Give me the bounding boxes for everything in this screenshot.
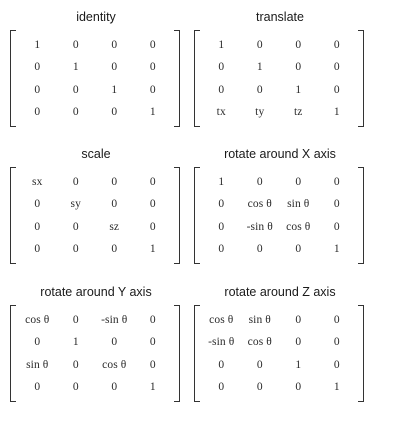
matrix-title: identity	[76, 10, 116, 24]
matrix-cell: 0	[218, 220, 225, 233]
matrix-grid	[202, 34, 356, 123]
matrix-cell: -sin θ	[208, 336, 235, 349]
matrix-cell: 0	[256, 358, 263, 371]
matrix-cell: 0	[34, 336, 41, 349]
matrix-panel	[7, 9, 185, 127]
matrix-cell: 0	[333, 39, 340, 52]
left-bracket	[10, 305, 16, 402]
matrix-cell: ty	[255, 105, 265, 118]
matrix-title: rotate around Y axis	[40, 285, 152, 299]
matrix-cell: 1	[218, 39, 225, 52]
matrix-cell: 1	[111, 83, 118, 96]
matrix-cell: 1	[295, 83, 302, 96]
matrix-cell: 0	[333, 220, 340, 233]
matrix-cell: 1	[333, 105, 340, 118]
matrix-cell: 0	[218, 380, 225, 393]
matrix	[194, 305, 364, 402]
matrix-cell: sin θ	[26, 358, 49, 371]
matrix-title: scale	[81, 147, 111, 161]
matrix-cell: 0	[34, 220, 41, 233]
matrix-panel	[191, 284, 369, 402]
matrix-cell: 0	[218, 61, 225, 74]
matrix-cell: 0	[72, 358, 79, 371]
matrix-cell: 0	[111, 39, 118, 52]
matrix-cell: 0	[111, 380, 118, 393]
matrix-cell: -sin θ	[246, 220, 273, 233]
matrix-cell: 0	[34, 105, 41, 118]
matrix-cell: cos θ	[247, 198, 272, 211]
matrix-cell: 0	[149, 198, 156, 211]
matrix-cell: 0	[149, 358, 156, 371]
matrix-cell: 0	[256, 242, 263, 255]
matrix	[194, 30, 364, 127]
matrix-cell: sz	[109, 220, 120, 233]
matrix-cell: sx	[32, 176, 43, 189]
matrix-cell: 0	[149, 176, 156, 189]
matrix-cell: tx	[216, 105, 226, 118]
matrix-grid	[202, 171, 356, 260]
matrix	[10, 167, 180, 264]
matrix-cell: 0	[72, 380, 79, 393]
matrix-title: rotate around Z axis	[224, 285, 336, 299]
matrix-cell: tz	[294, 105, 303, 118]
matrix-cell: 0	[34, 380, 41, 393]
matrix-grid	[202, 309, 356, 398]
matrix-cell: 0	[295, 380, 302, 393]
matrix-cell: 1	[333, 242, 340, 255]
matrix-cell: -sin θ	[101, 314, 128, 327]
matrix-cell: 0	[149, 314, 156, 327]
right-bracket	[174, 30, 180, 127]
matrix-panel	[191, 146, 369, 264]
matrix-cell: sin θ	[287, 198, 310, 211]
left-bracket	[194, 305, 200, 402]
matrix-cell: 0	[333, 176, 340, 189]
matrix-cell: 0	[218, 83, 225, 96]
matrix-cell: 0	[72, 242, 79, 255]
matrix-cell: 0	[218, 198, 225, 211]
matrix-cell: 1	[72, 61, 79, 74]
matrix-cell: 1	[149, 242, 156, 255]
matrix-cell: 0	[34, 83, 41, 96]
matrix-cell: 0	[149, 336, 156, 349]
matrix-cell: 0	[333, 83, 340, 96]
matrix-cell: cos θ	[25, 314, 50, 327]
matrix-cell: 0	[295, 336, 302, 349]
matrix-cell: 0	[295, 61, 302, 74]
left-bracket	[10, 167, 16, 264]
matrix-cell: 1	[218, 176, 225, 189]
right-bracket	[174, 167, 180, 264]
matrix-cell: 1	[295, 358, 302, 371]
matrix-cell: 0	[295, 242, 302, 255]
matrix-cell: 1	[72, 336, 79, 349]
matrix-cell: 0	[333, 61, 340, 74]
matrix-cell: cos θ	[286, 220, 311, 233]
matrix-cell: 0	[111, 242, 118, 255]
matrix-cell: 0	[295, 314, 302, 327]
matrix-cell: 0	[256, 39, 263, 52]
matrix-cell: sy	[70, 198, 81, 211]
matrix-cell: cos θ	[102, 358, 127, 371]
matrix-cell: 0	[111, 336, 118, 349]
matrix-cell: 0	[72, 176, 79, 189]
matrix	[194, 167, 364, 264]
matrix-title: rotate around X axis	[224, 147, 336, 161]
matrix-cell: 0	[72, 314, 79, 327]
matrix-cell: 0	[256, 380, 263, 393]
matrix-cell: 0	[256, 83, 263, 96]
matrix-cell: 0	[72, 105, 79, 118]
matrix-cell: 0	[333, 336, 340, 349]
matrix-cell: 0	[149, 39, 156, 52]
matrix-cell: 0	[295, 39, 302, 52]
matrix-cell: 0	[149, 83, 156, 96]
left-bracket	[10, 30, 16, 127]
right-bracket	[358, 30, 364, 127]
matrix-cell: 0	[218, 358, 225, 371]
matrix-panel	[7, 284, 185, 402]
matrix-cell: 0	[149, 61, 156, 74]
matrix-cell: 1	[149, 105, 156, 118]
matrix-cell: 0	[111, 61, 118, 74]
matrix-cell: 0	[256, 176, 263, 189]
matrix-cell: 0	[72, 83, 79, 96]
matrix-panel	[7, 146, 185, 264]
matrix-cell: 0	[149, 220, 156, 233]
matrix-cell: 0	[34, 61, 41, 74]
matrix-grid	[18, 34, 172, 123]
matrix-cell: 0	[72, 220, 79, 233]
matrix-cell: 1	[149, 380, 156, 393]
matrix-cell: cos θ	[247, 336, 272, 349]
matrix-grid	[18, 171, 172, 260]
right-bracket	[358, 305, 364, 402]
matrix-cell: 1	[34, 39, 41, 52]
matrix-cell: 0	[34, 242, 41, 255]
matrix	[10, 305, 180, 402]
matrix-title: translate	[256, 10, 304, 24]
right-bracket	[174, 305, 180, 402]
matrix-cell: 0	[295, 176, 302, 189]
matrix-cell: 0	[333, 198, 340, 211]
matrix-cell: 0	[333, 314, 340, 327]
matrix-cell: 0	[111, 198, 118, 211]
matrix-grid	[18, 309, 172, 398]
left-bracket	[194, 167, 200, 264]
matrix-panel	[191, 9, 369, 127]
matrix-cell: 0	[218, 242, 225, 255]
matrix-cell: sin θ	[248, 314, 271, 327]
matrix-cell: 0	[111, 105, 118, 118]
matrix-cell: 0	[72, 39, 79, 52]
left-bracket	[194, 30, 200, 127]
right-bracket	[358, 167, 364, 264]
matrix	[10, 30, 180, 127]
matrix-cell: 0	[333, 358, 340, 371]
matrix-cell: 0	[111, 176, 118, 189]
matrix-cell: 1	[256, 61, 263, 74]
matrix-cell: 0	[34, 198, 41, 211]
matrix-cell: cos θ	[209, 314, 234, 327]
matrix-cell: 1	[333, 380, 340, 393]
